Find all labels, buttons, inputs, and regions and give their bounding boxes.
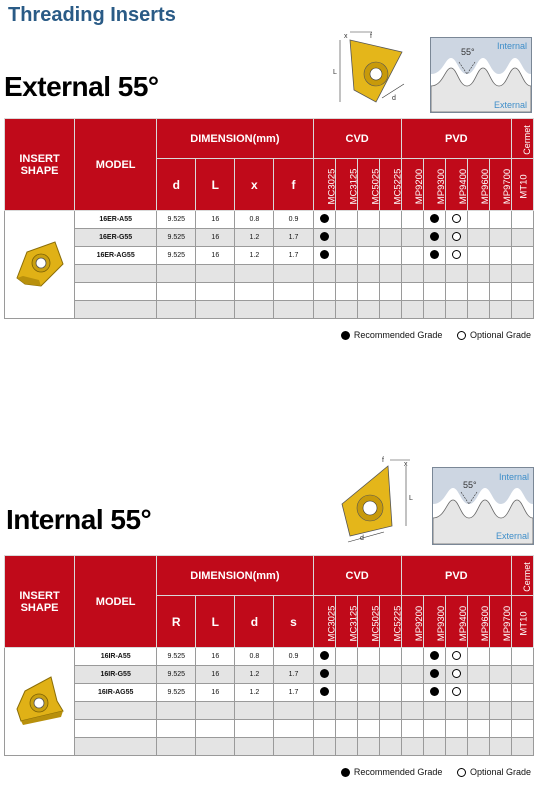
internal-insert-dimension-diagram (330, 454, 416, 544)
grade-cell (335, 648, 357, 666)
recommended-marker (320, 687, 329, 696)
legend-recommended: Recommended Grade (353, 330, 443, 340)
grade-cell (511, 229, 533, 247)
grade-cell (489, 648, 511, 666)
grade-cell (379, 247, 401, 265)
grade-cell-mc3025 (313, 666, 335, 684)
recommended-marker (320, 651, 329, 660)
recommended-marker (430, 687, 439, 696)
header-dim-x: x (235, 159, 274, 211)
recommended-marker (320, 214, 329, 223)
grade-cell (467, 648, 489, 666)
grade-cell-mc3025 (313, 684, 335, 702)
header-grade-mt10: MT10 (511, 596, 533, 648)
recommended-marker (320, 669, 329, 678)
dim-cell: 1.7 (274, 229, 313, 247)
grade-cell (489, 229, 511, 247)
dim-cell: 16 (196, 211, 235, 229)
grade-cell (357, 247, 379, 265)
internal-insert-icon (11, 671, 69, 727)
grade-cell-mp9400 (445, 684, 467, 702)
grade-cell (357, 684, 379, 702)
grade-cell (489, 684, 511, 702)
grade-cell-mp9400 (445, 247, 467, 265)
dim-cell: 16 (196, 648, 235, 666)
grade-cell (335, 211, 357, 229)
table-row (5, 684, 534, 702)
header-dim-f: f (274, 159, 313, 211)
header-insert-shape: INSERT SHAPE (5, 119, 75, 211)
dim-cell: 0.8 (235, 211, 274, 229)
header-dim-l: L (196, 159, 235, 211)
grade-cell (467, 666, 489, 684)
header-dim-r: R (157, 596, 196, 648)
optional-marker (452, 250, 461, 259)
grade-cell (401, 247, 423, 265)
recommended-marker (341, 331, 350, 340)
table-row (5, 247, 534, 265)
recommended-marker (430, 651, 439, 660)
dim-cell: 16 (196, 684, 235, 702)
dim-cell: 1.2 (235, 666, 274, 684)
grade-cell-mc3025 (313, 648, 335, 666)
grade-cell-mc3025 (313, 229, 335, 247)
dim-label-d: d (360, 535, 364, 542)
recommended-marker (430, 250, 439, 259)
header-grade-mp9300: MP9300 (423, 159, 445, 211)
internal-section-title: Internal 55° (6, 504, 152, 535)
header-dim-d: d (235, 596, 274, 648)
legend-recommended: Recommended Grade (353, 767, 443, 777)
model-cell: 16ER-AG55 (75, 247, 157, 265)
optional-marker (452, 687, 461, 696)
thread-angle-label: 55° (461, 47, 475, 57)
optional-marker (457, 768, 466, 777)
header-grade-mp9300: MP9300 (423, 596, 445, 648)
recommended-marker (430, 232, 439, 241)
dim-cell: 9.525 (157, 684, 196, 702)
grade-cell-mp9400 (445, 229, 467, 247)
dim-cell: 9.525 (157, 666, 196, 684)
external-insert-icon (11, 236, 69, 288)
grade-cell-mp9300 (423, 229, 445, 247)
grade-cell (335, 684, 357, 702)
grade-cell (467, 247, 489, 265)
dim-cell: 9.525 (157, 648, 196, 666)
grade-cell (511, 684, 533, 702)
model-cell: 16IR-AG55 (75, 684, 157, 702)
header-pvd: PVD (401, 556, 511, 596)
grade-cell (489, 666, 511, 684)
grade-cell (511, 666, 533, 684)
grade-cell (379, 648, 401, 666)
grade-cell (489, 211, 511, 229)
header-grade-mp9700: MP9700 (489, 159, 511, 211)
header-grade-mc5025: MC5025 (357, 596, 379, 648)
header-cvd: CVD (313, 119, 401, 159)
insert-shape-cell (5, 648, 75, 756)
grade-cell-mp9400 (445, 648, 467, 666)
header-grade-mc3125: MC3125 (335, 596, 357, 648)
recommended-marker (430, 669, 439, 678)
dim-label-x: x (344, 33, 348, 40)
grade-cell (379, 211, 401, 229)
header-grade-mc3025: MC3025 (313, 159, 335, 211)
model-cell: 16IR-A55 (75, 648, 157, 666)
grade-cell-mp9400 (445, 211, 467, 229)
legend-optional: Optional Grade (469, 330, 531, 340)
grade-cell-mc3025 (313, 247, 335, 265)
header-grade-mc5225: MC5225 (379, 596, 401, 648)
grade-cell-mc3025 (313, 211, 335, 229)
table-row (5, 648, 534, 666)
dim-label-f: f (370, 33, 372, 40)
thread-internal-label: Internal (498, 472, 529, 482)
thread-angle-label: 55° (463, 480, 477, 490)
table-row-empty (5, 283, 534, 301)
external-legend (329, 330, 531, 342)
thread-internal-label: Internal (496, 41, 527, 51)
header-dim-s: s (274, 596, 313, 648)
header-grade-mc3025: MC3025 (313, 596, 335, 648)
header-grade-mc5025: MC5025 (357, 159, 379, 211)
dim-cell: 0.9 (274, 648, 313, 666)
table-row (5, 666, 534, 684)
optional-marker (452, 214, 461, 223)
optional-marker (452, 669, 461, 678)
grade-cell (489, 247, 511, 265)
table-row-empty (5, 720, 534, 738)
table-row (5, 229, 534, 247)
grade-cell (379, 229, 401, 247)
grade-cell (335, 229, 357, 247)
header-dimension: DIMENSION(mm) (157, 556, 313, 596)
grade-cell (467, 229, 489, 247)
recommended-marker (341, 768, 350, 777)
grade-cell-mp9300 (423, 648, 445, 666)
recommended-marker (430, 214, 439, 223)
grade-cell (401, 684, 423, 702)
recommended-marker (320, 232, 329, 241)
table-row-empty (5, 738, 534, 756)
grade-cell (379, 684, 401, 702)
recommended-marker (320, 250, 329, 259)
header-model: MODEL (75, 119, 157, 211)
optional-marker (457, 331, 466, 340)
dim-cell: 1.7 (274, 247, 313, 265)
dim-cell: 16 (196, 247, 235, 265)
external-thread-profile-box (430, 37, 532, 113)
header-dimension: DIMENSION(mm) (157, 119, 313, 159)
grade-cell (357, 666, 379, 684)
dim-label-f: f (382, 457, 384, 464)
grade-cell (511, 648, 533, 666)
internal-legend (329, 767, 531, 779)
grade-cell (511, 247, 533, 265)
header-grade-mp9600: MP9600 (467, 596, 489, 648)
dim-label-d: d (392, 95, 396, 102)
header-grade-mp9200: MP9200 (401, 159, 423, 211)
legend-optional: Optional Grade (469, 767, 531, 777)
dim-label-x: x (404, 461, 408, 468)
external-section-title: External 55° (4, 71, 159, 102)
dim-cell: 9.525 (157, 211, 196, 229)
header-grade-mp9200: MP9200 (401, 596, 423, 648)
grade-cell (335, 247, 357, 265)
header-grade-mp9400: MP9400 (445, 596, 467, 648)
header-cermet: Cermet (511, 119, 533, 159)
internal-thread-profile-box (432, 467, 534, 545)
external-insert-dimension-diagram (332, 28, 420, 112)
header-dim-d: d (157, 159, 196, 211)
table-row-empty (5, 301, 534, 319)
grade-cell (357, 211, 379, 229)
header-grade-mp9400: MP9400 (445, 159, 467, 211)
header-cermet: Cermet (511, 556, 533, 596)
external-spec-table (4, 118, 534, 319)
dim-cell: 1.2 (235, 229, 274, 247)
grade-cell (467, 684, 489, 702)
header-grade-mt10: MT10 (511, 159, 533, 211)
thread-external-label: External (493, 100, 527, 110)
dim-cell: 1.7 (274, 684, 313, 702)
header-cvd: CVD (313, 556, 401, 596)
grade-cell-mp9300 (423, 211, 445, 229)
header-dim-l: L (196, 596, 235, 648)
header-model: MODEL (75, 556, 157, 648)
dim-cell: 1.7 (274, 666, 313, 684)
table-row-empty (5, 265, 534, 283)
dim-cell: 9.525 (157, 229, 196, 247)
grade-cell (357, 229, 379, 247)
dim-cell: 0.8 (235, 648, 274, 666)
model-cell: 16ER-G55 (75, 229, 157, 247)
header-grade-mp9600: MP9600 (467, 159, 489, 211)
thread-external-label: External (495, 531, 529, 541)
grade-cell (401, 211, 423, 229)
header-grade-mc5225: MC5225 (379, 159, 401, 211)
grade-cell (511, 211, 533, 229)
optional-marker (452, 651, 461, 660)
header-insert-shape: INSERT SHAPE (5, 556, 75, 648)
model-cell: 16ER-A55 (75, 211, 157, 229)
table-row-empty (5, 702, 534, 720)
grade-cell (401, 666, 423, 684)
grade-cell-mp9300 (423, 666, 445, 684)
model-cell: 16IR-G55 (75, 666, 157, 684)
grade-cell-mp9300 (423, 684, 445, 702)
dim-cell: 16 (196, 666, 235, 684)
grade-cell (335, 666, 357, 684)
dim-cell: 9.525 (157, 247, 196, 265)
optional-marker (452, 232, 461, 241)
grade-cell (401, 648, 423, 666)
dim-cell: 1.2 (235, 684, 274, 702)
header-grade-mc3125: MC3125 (335, 159, 357, 211)
grade-cell (467, 211, 489, 229)
header-grade-mp9700: MP9700 (489, 596, 511, 648)
dim-cell: 1.2 (235, 247, 274, 265)
insert-shape-cell (5, 211, 75, 319)
grade-cell (401, 229, 423, 247)
dim-label-l: L (333, 69, 337, 76)
internal-spec-table (4, 555, 534, 756)
dim-label-l: L (409, 495, 413, 502)
grade-cell (357, 648, 379, 666)
grade-cell-mp9400 (445, 666, 467, 684)
grade-cell-mp9300 (423, 247, 445, 265)
page-title: Threading Inserts (8, 4, 176, 26)
table-row (5, 211, 534, 229)
header-pvd: PVD (401, 119, 511, 159)
grade-cell (379, 666, 401, 684)
dim-cell: 16 (196, 229, 235, 247)
dim-cell: 0.9 (274, 211, 313, 229)
